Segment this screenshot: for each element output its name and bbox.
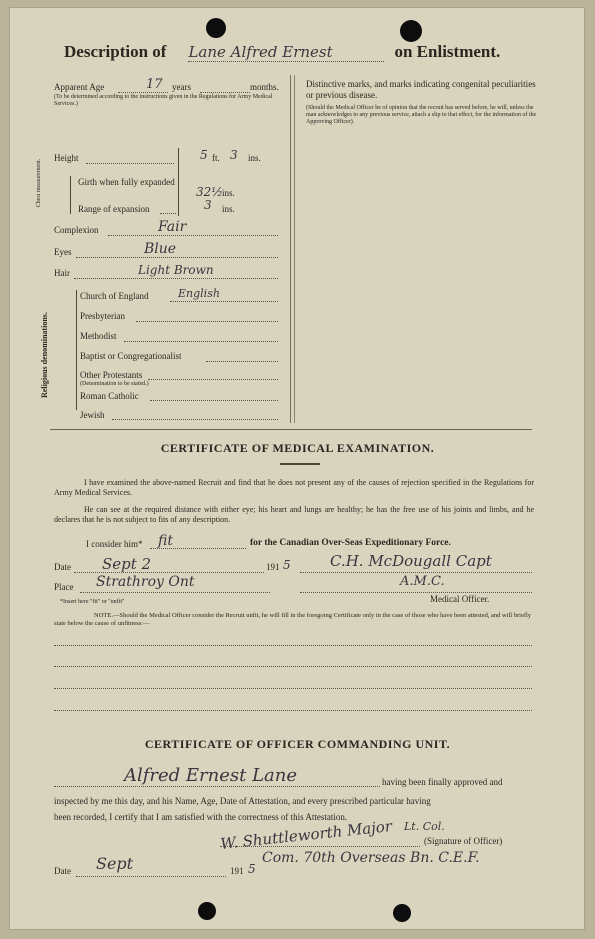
commanding-year-prefix: 191 [230,866,244,876]
commanding-command-hand: Com. 70th Overseas Bn. C.E.F. [262,850,480,866]
eyes-value: Blue [144,241,177,257]
commanding-line-2: inspected by me this day, and his Name, Age, Date of Attestation, and every prescribed particular having [54,796,431,806]
girth-value: 32½ [196,185,223,199]
commanding-signature-value: W. Shuttleworth Major [219,817,393,853]
title-prefix: Description of [64,42,167,61]
place-label: Place [54,582,74,592]
religion-item-presbyterian: Presbyterian [80,311,125,321]
attestation-paper [10,8,584,929]
months-label: months. [250,82,279,92]
range-value: 3 [204,198,212,212]
place-value: Strathroy Ont [96,574,195,590]
ft-label: ft. [212,153,220,163]
hair-value: Light Brown [138,263,214,277]
ins-label: ins. [248,153,261,163]
height-label: Height [54,153,79,163]
medical-para-1: I have examined the above-named Recruit and find that he does not present any of the causes of rejection specified in the Regulations for Army Medical Services. [54,478,534,497]
age-note: (To be determined according to the instructions given in the Regulations for Army Medical Services.) [54,94,273,107]
age-years-value: 17 [146,77,163,92]
religion-item-methodist: Methodist [80,331,117,341]
commanding-line-1-suffix: having been finally approved and [382,777,503,787]
signature-label: (Signature of Officer) [424,836,503,846]
marks-title: Distinctive marks, and marks indicating congenital peculiarities or previous disease. [306,79,536,100]
height-ft-value: 5 [200,148,208,162]
commanding-line-3: been recorded, I certify that I am satisfied with the correctness of this Attestation. [54,812,348,822]
form-title [64,42,534,64]
punch-hole-bottom-left [198,902,216,920]
girth-ins-label: ins. [222,188,235,198]
medical-certificate-title: CERTIFICATE OF MEDICAL EXAMINATION. [160,441,435,455]
range-label: Range of expansion [78,204,150,214]
religion-item-baptist: Baptist or Congregationalist [80,351,182,361]
religion-item-other-protestants: Other Protestants [80,370,143,380]
medical-date-value: Sept 2 [102,555,152,573]
consider-suffix: for the Canadian Over-Seas Expeditionary Force. [250,538,451,548]
title-ornament [280,463,320,465]
commanding-certificate-title: CERTIFICATE OF OFFICER COMMANDING UNIT. [144,737,451,751]
other-protestants-note: (Denomination to be stated.) [80,381,149,387]
apparent-age-label: Apparent Age [54,82,105,92]
consider-value: fit [158,533,173,549]
church-value: English [178,287,220,300]
commanding-name-value: Alfred Ernest Lane [124,765,298,786]
unfitness-line-1 [54,645,532,646]
years-label: years [172,82,191,92]
marks-note: (Should the Medical Officer be of opinion that the recruit has served before, he will, unless the man acknowledges to any previous service, attach a slip to that effect, for the information of the Approving Officer). [306,105,537,125]
punch-hole-top-right [400,20,422,42]
unfitness-line-2 [54,666,532,667]
medical-date-label: Date [54,562,71,572]
height-in-value: 3 [230,148,238,162]
medical-year-value: 5 [283,558,291,572]
religion-brace [76,290,77,410]
unfitness-line-4 [54,710,532,711]
hair-label: Hair [54,268,70,278]
commanding-year-value: 5 [248,862,256,876]
unfitness-line-3 [54,688,532,689]
medical-note: NOTE.—Should the Medical Officer consider the Recruit unfit, he will fill in the foregoing Certificate only in the case of those who have been attested, and will briefly state below the cause of unfitness:— [54,612,532,627]
column-divider-2 [294,75,295,423]
commanding-date-label: Date [54,866,71,876]
chest-group-label: Chest measurement. [36,158,42,208]
section-divider [50,429,532,430]
commanding-date-value: Sept [96,854,134,873]
chest-brace [70,176,71,214]
commanding-rank-hand: Lt. Col. [404,820,445,833]
recruit-name-handwritten: Lane Alfred Ernest [188,43,384,62]
complexion-value: Fair [158,219,187,235]
eyes-label: Eyes [54,247,72,257]
punch-hole-top-left [206,18,226,38]
punch-hole-bottom-right [393,904,411,922]
religion-group-label: Religious denominations. [40,312,49,398]
religion-item-jewish: Jewish [80,410,105,420]
title-suffix: on Enlistment. [394,42,501,61]
medical-officer-label: Medical Officer. [430,594,490,604]
medical-year-prefix: 191 [266,562,280,572]
religion-item-church-of-england: Church of England [80,291,149,301]
medical-officer-signature: C.H. McDougall Capt [330,552,492,570]
range-ins-label: ins. [222,204,235,214]
girth-label: Girth when fully expanded [78,177,175,187]
religion-item-roman-catholic: Roman Catholic [80,391,139,401]
consider-label: I consider him* [86,539,143,549]
column-divider [290,75,291,423]
medical-para-2: He can see at the required distance with either eye; his heart and lungs are healthy; he has the free use of his joints and limbs, and he declares that he is not subject to fits of any description. [54,505,534,524]
medical-officer-title-hand: A.M.C. [400,574,445,589]
complexion-label: Complexion [54,225,99,235]
insert-note: *Insert here "fit" or "unfit" [60,599,125,605]
